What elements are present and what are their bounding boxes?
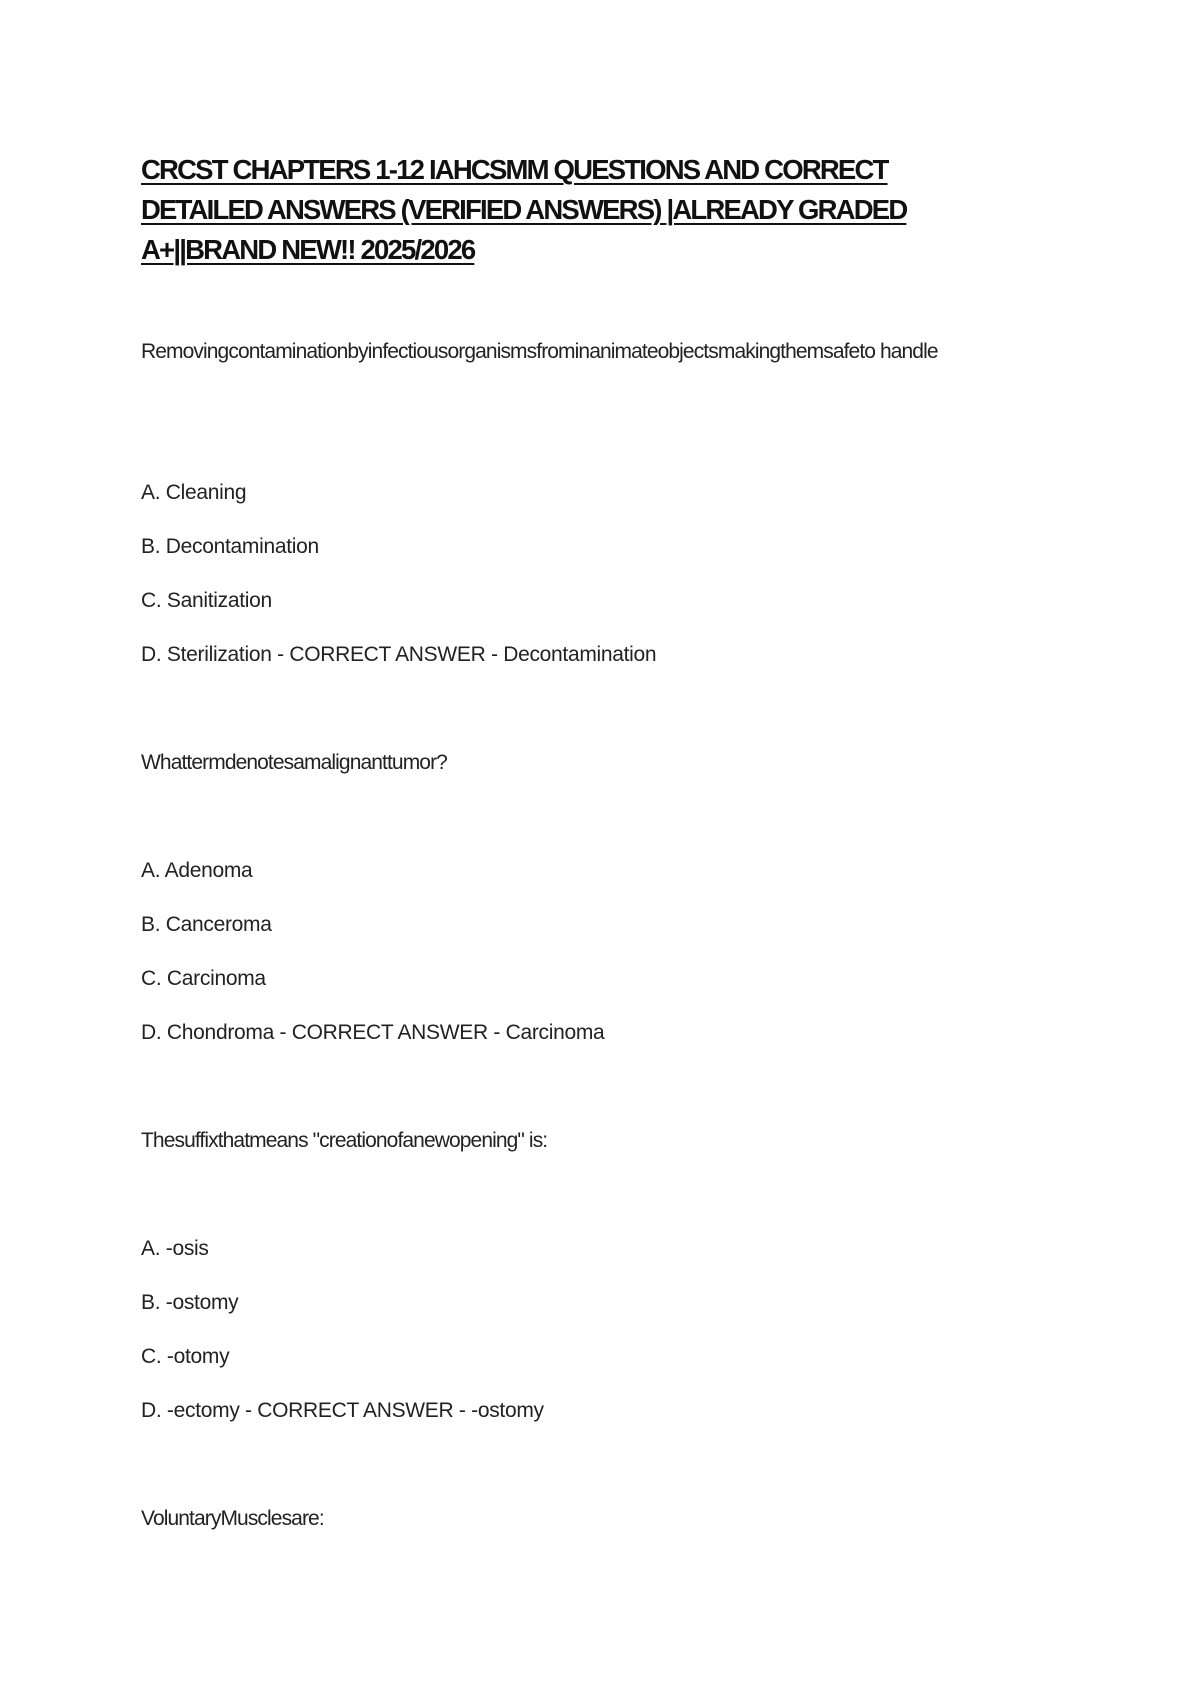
question-text: Thesuffixthatmeans "creationofanewopening" is: [141,1129,548,1152]
answer-option: B. -ostomy [141,1291,239,1314]
question-text: Whattermdenotesamalignanttumor? [141,751,447,774]
question-text: Removingcontaminationbyinfectiousorganismsfrominanimateobjectsmakingthemsafeto handle [141,340,938,363]
answer-option: C. Sanitization [141,589,272,612]
answer-option-with-correct-answer: D. -ectomy - CORRECT ANSWER - -ostomy [141,1399,544,1422]
answer-option: B. Canceroma [141,913,272,936]
answer-option: A. -osis [141,1237,209,1260]
question-text: VoluntaryMusclesare: [141,1507,324,1530]
answer-option: C. Carcinoma [141,967,266,990]
answer-option-with-correct-answer: D. Sterilization - CORRECT ANSWER - Decontamination [141,643,657,666]
answer-option: C. -otomy [141,1345,230,1368]
title-line: DETAILED ANSWERS (VERIFIED ANSWERS) |ALREADY GRADED [141,194,907,225]
answer-option: B. Decontamination [141,535,319,558]
answer-option: A. Cleaning [141,481,247,504]
answer-option-with-correct-answer: D. Chondroma - CORRECT ANSWER - Carcinoma [141,1021,605,1044]
answer-option: A. Adenoma [141,859,253,882]
document-title [141,150,1041,270]
title-line: CRCST CHAPTERS 1-12 IAHCSMM QUESTIONS AND CORRECT [141,154,888,185]
title-line: A+||BRAND NEW!! 2025/2026 [141,234,475,265]
